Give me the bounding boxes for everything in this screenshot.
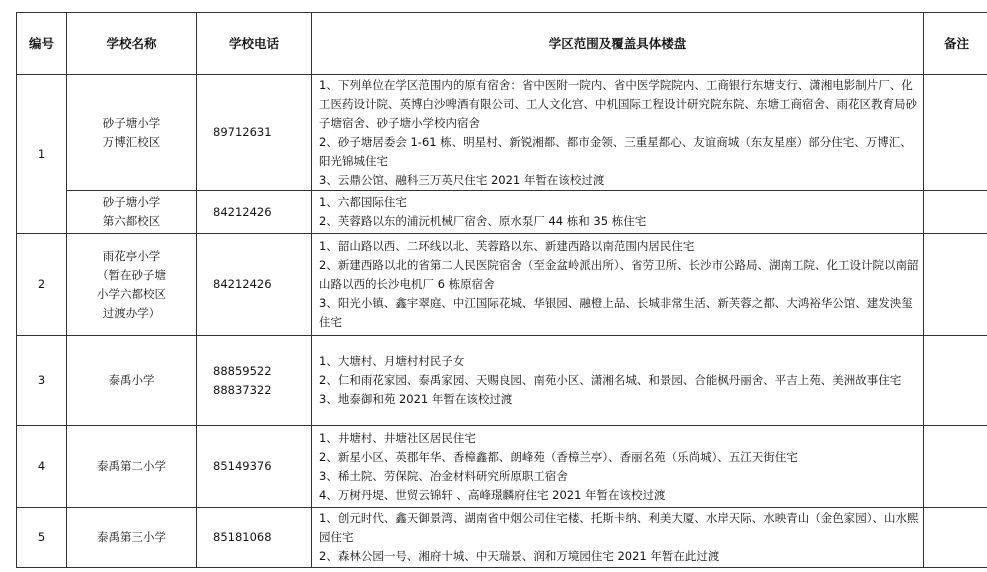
school-name-cell bbox=[67, 234, 197, 336]
district-scope-cell bbox=[312, 426, 924, 508]
scope-item: 1、六都国际住宅 bbox=[319, 195, 407, 209]
row-number: 3 bbox=[17, 336, 67, 426]
district-scope-cell bbox=[312, 508, 924, 568]
scope-item: 1、井塘村、井塘社区居民住宅 bbox=[319, 430, 476, 445]
school-name-cell bbox=[67, 508, 197, 568]
row-number: 5 bbox=[17, 508, 67, 568]
table-row bbox=[17, 75, 987, 191]
school-name-line: 过渡办学） bbox=[102, 305, 161, 320]
header-row bbox=[17, 13, 987, 75]
school-phone: 85149376 bbox=[213, 459, 272, 473]
school-district-table bbox=[16, 12, 987, 568]
school-name-cell bbox=[67, 191, 197, 234]
table-row bbox=[17, 508, 987, 568]
school-name-cell bbox=[67, 336, 197, 426]
note-cell bbox=[924, 426, 987, 508]
row-number: 2 bbox=[17, 234, 67, 336]
header-no: 编号 bbox=[17, 13, 67, 75]
school-phone: 84212426 bbox=[213, 204, 272, 219]
district-scope-cell bbox=[312, 191, 924, 234]
scope-item: 1、下列单位在学区范围内的原有宿舍：省中医附一院内、省中医学院院内、工商银行东塘支行、潇湘电影制片厂、化工医药设计院、英博白沙啤酒有限公司、工人文化宫、中机国际工程设计研究院东院、东塘工商宿舍、雨花区教育局砂子塘宿舍、砂子塘小学校内宿舍 bbox=[319, 77, 917, 130]
scope-item: 3、稀土院、劳保院、冶金材料研究所原职工宿舍 bbox=[319, 468, 568, 483]
school-phone-cell bbox=[197, 191, 312, 234]
table-row bbox=[17, 191, 987, 234]
school-phone-cell bbox=[197, 75, 312, 191]
scope-item: 3、阳光小镇、鑫宇翠庭、中江国际花城、华银园、融橙上品、长城非常生活、新芙蓉之都、大鸿裕华公馆、建发泱玺住宅 bbox=[319, 296, 913, 329]
school-phone: 85181068 bbox=[213, 530, 272, 544]
school-phone-cell bbox=[197, 336, 312, 426]
school-name-line: 砂子塘小学 bbox=[102, 115, 161, 130]
note-cell bbox=[924, 508, 987, 568]
scope-item: 2、砂子塘居委会 1-61 栋、明星村、新锐湘都、都市金领、三重星都心、友谊商城（东友星座）部分住宅、万博汇、阳光锦城住宅 bbox=[319, 134, 912, 168]
header-district-scope: 学区范围及覆盖具体楼盘 bbox=[312, 13, 924, 75]
scope-item: 4、万树丹堤、世贸云锦轩 、高峰璟麟府住宅 2021 年暂在该校过渡 bbox=[319, 487, 666, 502]
scope-item: 3、云鼎公馆、融科三万英尺住宅 2021 年暂在该校过渡 bbox=[319, 172, 605, 187]
note-cell bbox=[924, 336, 987, 426]
school-name-line: 第六都校区 bbox=[102, 214, 161, 228]
scope-item: 1、韶山路以西、二环线以北、芙蓉路以东、新建西路以南范围内居民住宅 bbox=[319, 239, 695, 253]
school-phone: 84212426 bbox=[213, 277, 272, 291]
school-name-line: 砂子塘小学 bbox=[102, 195, 161, 209]
district-scope-cell bbox=[312, 234, 924, 336]
scope-item: 3、地泰御和苑 2021 年暂在该校过渡 bbox=[319, 392, 513, 406]
school-phone: 88859522 bbox=[213, 363, 272, 378]
school-name-line: 万博汇校区 bbox=[102, 134, 161, 149]
school-phone-cell bbox=[197, 234, 312, 336]
row-number: 4 bbox=[17, 426, 67, 508]
table-row bbox=[17, 426, 987, 508]
header-note: 备注 bbox=[924, 13, 987, 75]
school-phone-cell bbox=[197, 508, 312, 568]
school-name-line: 雨花亭小学 bbox=[102, 248, 161, 263]
table-row bbox=[17, 336, 987, 426]
note-cell bbox=[924, 75, 987, 191]
school-name-line: 小学六都校区 bbox=[97, 286, 166, 301]
note-cell bbox=[924, 191, 987, 234]
school-name-line: 泰禹第三小学 bbox=[97, 530, 166, 544]
school-phone-cell bbox=[197, 426, 312, 508]
scope-item: 2、森林公园一号、湘府十城、中天瑞景、润和万境园住宅 2021 年暂在此过渡 bbox=[319, 549, 720, 563]
note-cell bbox=[924, 234, 987, 336]
header-school-phone: 学校电话 bbox=[197, 13, 312, 75]
scope-item: 2、仁和雨花家园、泰禹家园、天赐良园、南苑小区、潇湘名城、和景园、合能枫丹丽舍、平吉上苑、美洲故事住宅 bbox=[319, 373, 902, 387]
district-scope-cell bbox=[312, 75, 924, 191]
row-number: 1 bbox=[17, 75, 67, 234]
scope-item: 2、新星小区、英郡年华、香樟鑫都、朗峰苑（香樟兰亭）、香丽名苑（乐尚城）、五江天街住宅 bbox=[319, 449, 798, 464]
header-school-name: 学校名称 bbox=[67, 13, 197, 75]
school-phone: 88837322 bbox=[213, 382, 272, 397]
scope-item: 2、新建西路以北的省第二人民医院宿舍（至金盆岭派出所）、省劳卫所、长沙市公路局、湖南工院、化工设计院以南韶山路以西的长沙电机厂 6 栋原宿舍 bbox=[319, 258, 919, 291]
school-name-cell bbox=[67, 75, 197, 191]
scope-item: 1、大塘村、月塘村村民子女 bbox=[319, 354, 465, 368]
school-name-line: （暂在砂子塘 bbox=[97, 267, 166, 282]
school-name-line: 泰禹小学 bbox=[108, 373, 155, 387]
scope-item: 2、芙蓉路以东的浦沅机械厂宿舍、原水泵厂 44 栋和 35 栋住宅 bbox=[319, 214, 647, 228]
district-scope-cell bbox=[312, 336, 924, 426]
school-name-cell bbox=[67, 426, 197, 508]
table-row bbox=[17, 234, 987, 336]
school-phone: 89712631 bbox=[213, 125, 272, 139]
school-name-line: 泰禹第二小学 bbox=[97, 459, 166, 473]
scope-item: 1、创元时代、鑫天御景湾、湖南省中烟公司住宅楼、托斯卡纳、利美大厦、水岸天际、水映青山（金色家园）、山水熙园住宅 bbox=[319, 511, 919, 544]
